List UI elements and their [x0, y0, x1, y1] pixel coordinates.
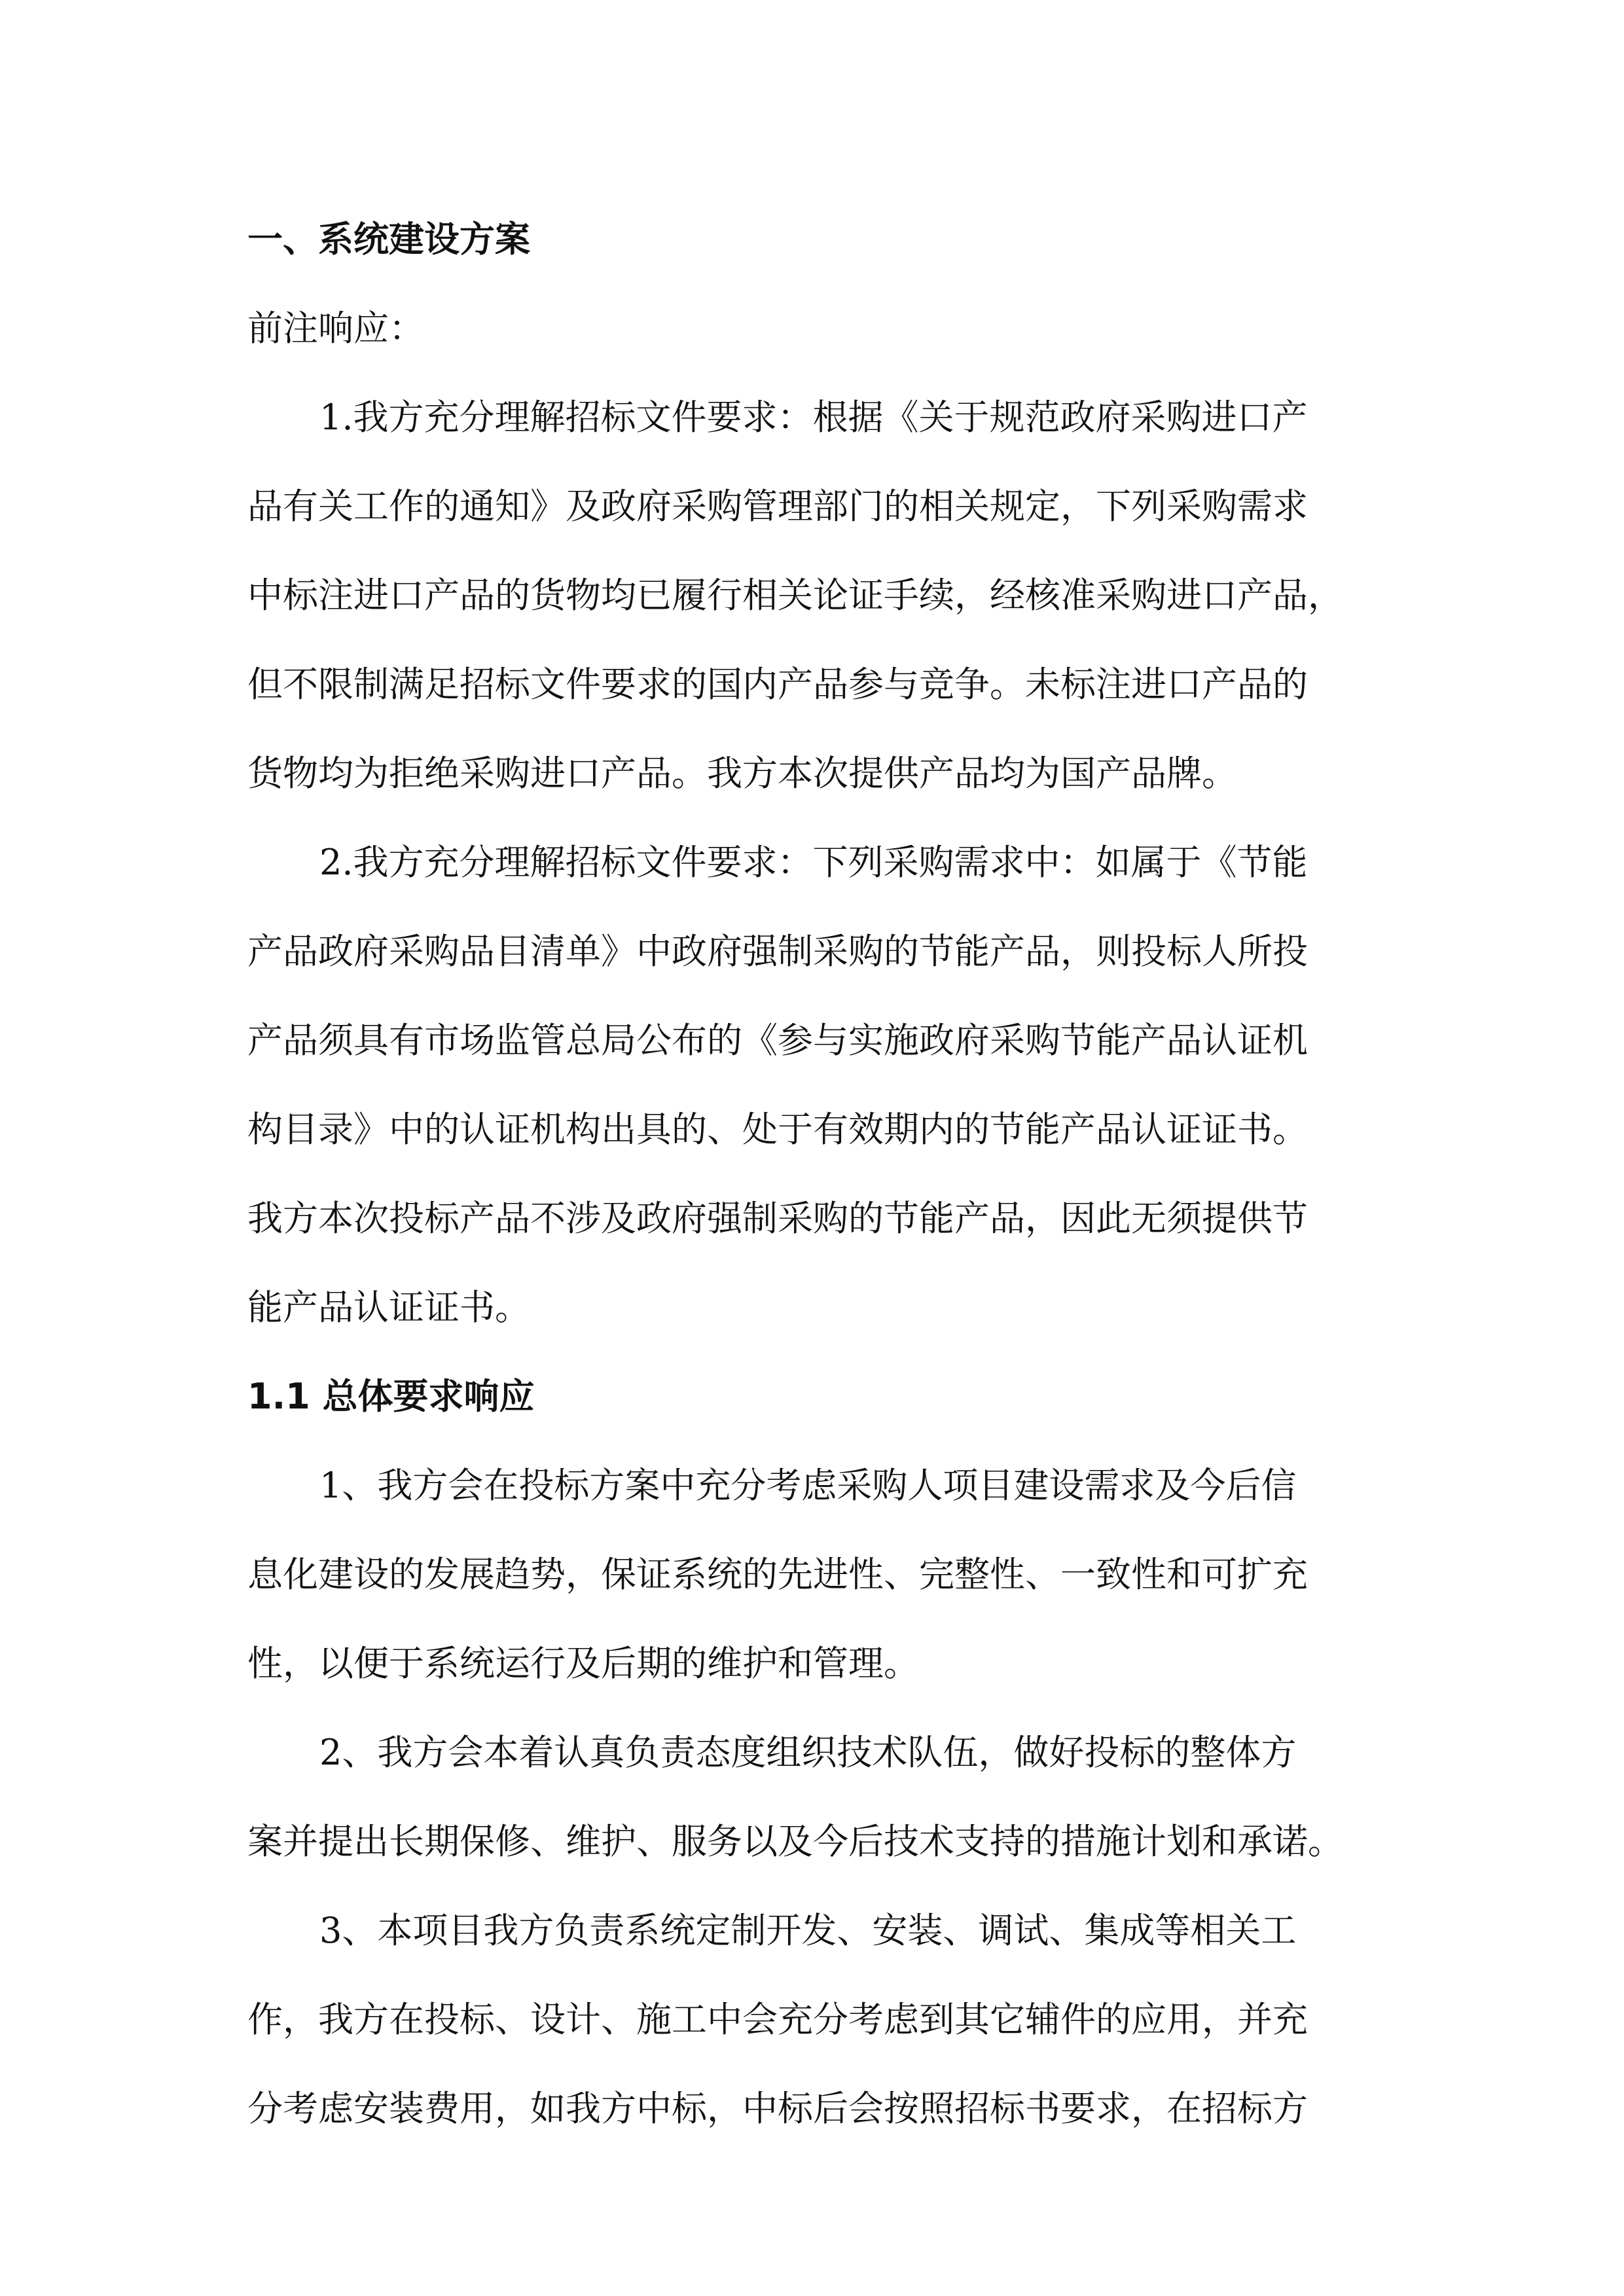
paragraph-2-line: 2.我方充分理解招标文件要求：下列采购需求中：如属于《节能	[319, 842, 1308, 883]
item-3-line: 3、本项目我方负责系统定制开发、安装、调试、集成等相关工	[319, 1910, 1297, 1951]
paragraph-1-line: 中标注进口产品的货物均已履行相关论证手续，经核准采购进口产品，	[247, 575, 1343, 616]
paragraph-2-line: 产品政府采购品目清单》中政府强制采购的节能产品，则投标人所投	[247, 931, 1308, 972]
paragraph-2-line: 构目录》中的认证机构出具的、处于有效期内的节能产品认证证书。	[247, 1109, 1308, 1150]
item-3-line: 分考虑安装费用，如我方中标，中标后会按照招标书要求，在招标方	[247, 2088, 1308, 2129]
item-2-line: 案并提出长期保修、维护、服务以及今后技术支持的措施计划和承诺。	[247, 1821, 1343, 1862]
pre-note-label: 前注响应：	[247, 308, 424, 349]
item-1-line: 性，以便于系统运行及后期的维护和管理。	[247, 1643, 919, 1684]
paragraph-1-line: 品有关工作的通知》及政府采购管理部门的相关规定，下列采购需求	[247, 486, 1308, 527]
item-3-line: 作，我方在投标、设计、施工中会充分考虑到其它辅件的应用，并充	[247, 1999, 1308, 2040]
item-1-line: 1、我方会在投标方案中充分考虑采购人项目建设需求及今后信	[319, 1465, 1297, 1506]
paragraph-1-line: 但不限制满足招标文件要求的国内产品参与竞争。未标注进口产品的	[247, 664, 1308, 705]
item-1-line: 息化建设的发展趋势，保证系统的先进性、完整性、一致性和可扩充	[247, 1554, 1308, 1595]
paragraph-2-line: 能产品认证证书。	[247, 1287, 530, 1328]
subsection-heading: 1.1 总体要求响应	[247, 1376, 535, 1417]
paragraph-2-line: 我方本次投标产品不涉及政府强制采购的节能产品，因此无须提供节	[247, 1198, 1308, 1239]
section-heading: 一、系统建设方案	[247, 219, 530, 260]
paragraph-1-line: 1.我方充分理解招标文件要求：根据《关于规范政府采购进口产	[319, 397, 1308, 438]
item-2-line: 2、我方会本着认真负责态度组织技术队伍，做好投标的整体方	[319, 1732, 1297, 1773]
paragraph-2-line: 产品须具有市场监管总局公布的《参与实施政府采购节能产品认证机	[247, 1020, 1308, 1061]
paragraph-1-line: 货物均为拒绝采购进口产品。我方本次提供产品均为国产品牌。	[247, 753, 1237, 794]
